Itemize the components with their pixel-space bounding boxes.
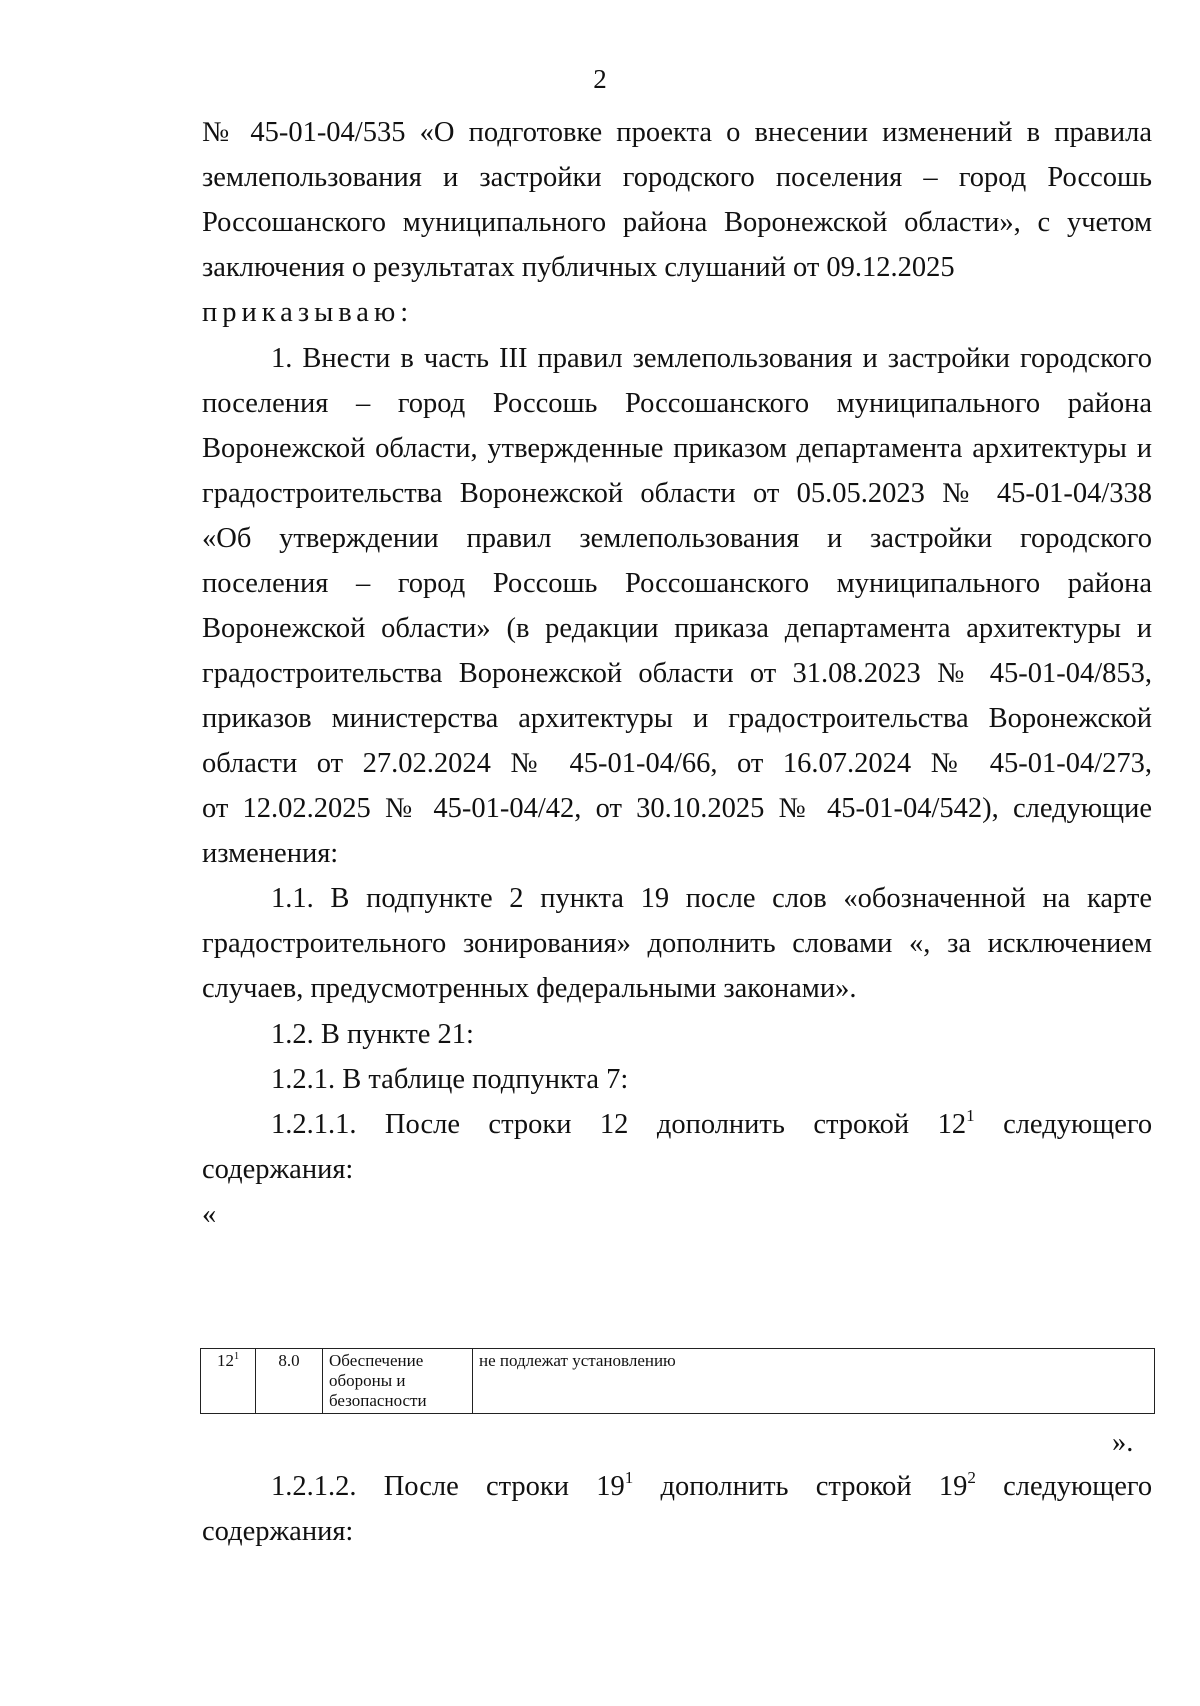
para-1-2-1-1-line-1: [271, 1108, 1152, 1142]
intro-line-4: заключения о результатах публичных слушаний от 09.12.2025: [202, 252, 955, 283]
para-1-line-12: изменения:: [202, 838, 339, 869]
para-1-line-11: от 12.02.2025 № 45-01-04/42, от 30.10.2025 № 45-01-04/542), следующие: [202, 793, 1152, 824]
para-1-2-1-1-line-2: содержания:: [202, 1154, 354, 1185]
para-1-2-1: 1.2.1. В таблице подпункта 7:: [271, 1064, 629, 1095]
para-1-line-7: Воронежской области» (в редакции приказа департамента архитектуры и: [202, 613, 1152, 644]
para-1-line-4: градостроительства Воронежской области от 05.05.2023 № 45-01-04/338: [202, 478, 1152, 509]
word: строкой: [815, 1471, 912, 1502]
new-row-number: $19^2$: [938, 1468, 976, 1502]
item-number: 1.2.1.2.: [271, 1471, 357, 1502]
para-1-2-1-2-line-2: содержания:: [202, 1516, 354, 1547]
word: следующего: [1003, 1109, 1153, 1140]
new-row-number: $12^1$: [937, 1106, 975, 1140]
para-1-line-1: 1. Внести в часть III правил землепользования и застройки городского: [271, 343, 1152, 374]
para-1-line-6: поселения – город Россошь Россошанского муниципального района: [202, 568, 1152, 599]
word: строкой: [813, 1109, 910, 1140]
word: следующего: [1003, 1471, 1153, 1502]
word: После: [384, 1109, 460, 1140]
item-number: 1.2.1.1.: [271, 1109, 357, 1140]
open-quote: «: [202, 1199, 217, 1230]
para-1-1-line-2: градостроительного зонирования» дополнить словами «, за исключением: [202, 928, 1152, 959]
intro-line-3: Россошанского муниципального района Воронежской области», с учетом: [202, 207, 1152, 238]
para-1-1-line-3: случаев, предусмотренных федеральными законами».: [202, 973, 857, 1004]
para-1-1-line-1: 1.1. В подпункте 2 пункта 19 после слов «обозначенной на карте: [271, 883, 1152, 914]
inserted-table-row: [200, 1348, 1155, 1414]
row-number: $19^1$: [596, 1468, 634, 1502]
word: После: [383, 1471, 459, 1502]
para-1-2: 1.2. В пункте 21:: [271, 1019, 474, 1050]
para-1-2-1-2-line-1: [271, 1470, 1152, 1504]
page-number: 2: [593, 64, 607, 94]
word: строки: [485, 1471, 570, 1502]
para-1-line-2: поселения – город Россошь Россошанского муниципального района: [202, 388, 1152, 419]
intro-line-2: землепользования и застройки городского поселения – город Россошь: [202, 162, 1152, 193]
close-quote: ».: [1112, 1427, 1134, 1458]
order-word: приказываю:: [202, 297, 414, 328]
word: дополнить: [660, 1471, 789, 1502]
row-number: 12: [599, 1109, 629, 1140]
para-1-line-3: Воронежской области, утвержденные приказом департамента архитектуры и: [202, 433, 1152, 464]
cell-code: 8.0: [256, 1349, 323, 1414]
intro-line-1: № 45-01-04/535 «О подготовке проекта о внесении изменений в правила: [202, 117, 1152, 148]
para-1-line-10: области от 27.02.2024 № 45-01-04/66, от 16.07.2024 № 45-01-04/273,: [202, 748, 1152, 779]
para-1-line-5: «Об утверждении правил землепользования и застройки городского: [202, 523, 1152, 554]
cell-activity: Обеспечение обороны и безопасности: [323, 1349, 473, 1414]
word: строки: [488, 1109, 572, 1140]
para-1-line-8: градостроительства Воронежской области от 31.08.2023 № 45-01-04/853,: [202, 658, 1152, 689]
cell-parameters: не подлежат установлению: [473, 1349, 1155, 1414]
cell-row-number: $12^1$: [201, 1349, 256, 1414]
para-1-line-9: приказов министерства архитектуры и градостроительства Воронежской: [202, 703, 1152, 734]
word: дополнить: [656, 1109, 785, 1140]
